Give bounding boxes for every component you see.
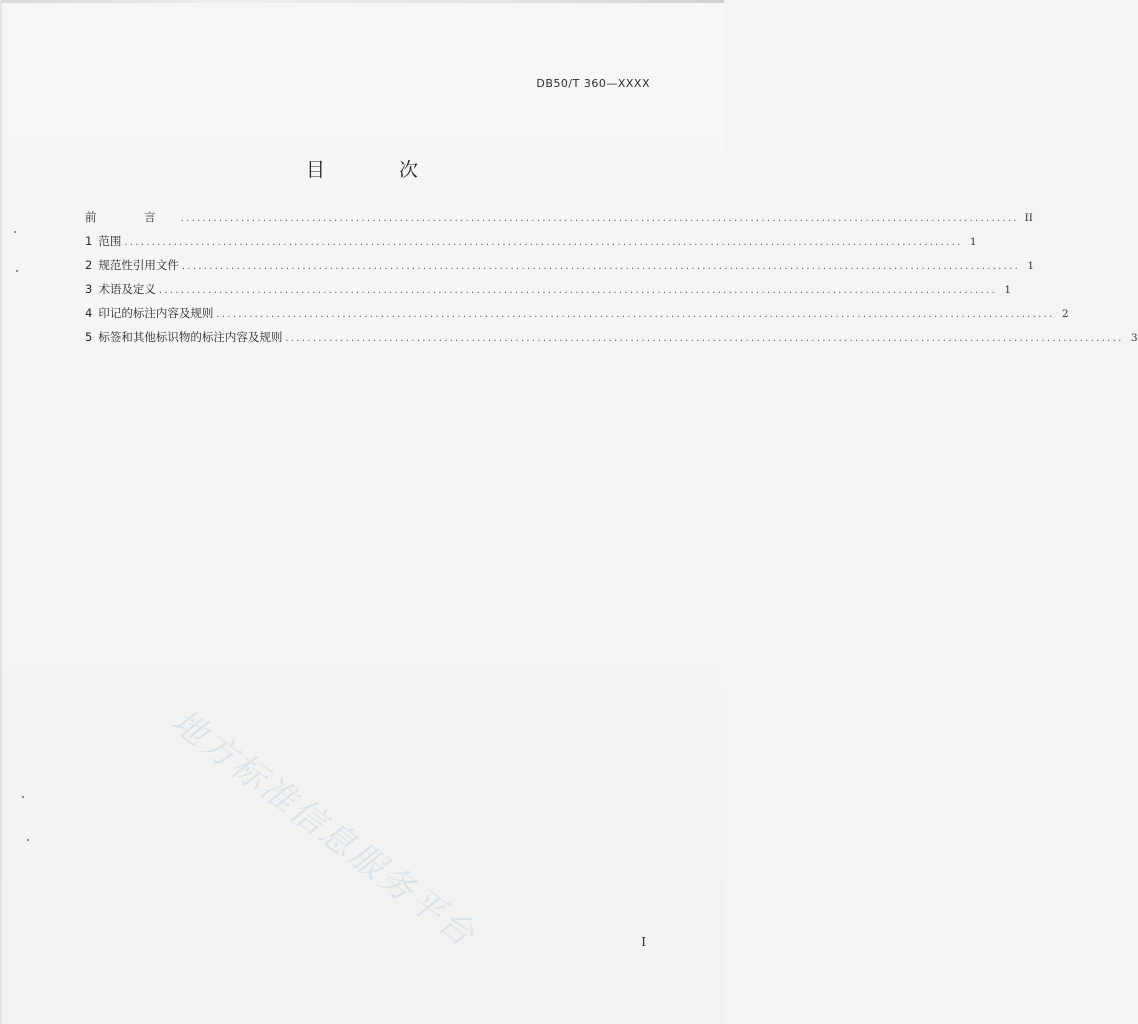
toc-entry-preface[interactable]: [85, 209, 1033, 233]
toc-entry-text: 规范性引用文件: [98, 258, 179, 272]
toc-entry-label-rules[interactable]: [85, 329, 1138, 353]
toc-entry-scope[interactable]: [85, 233, 977, 257]
toc-entry-terms-definitions[interactable]: [85, 281, 1012, 305]
toc-entry-number: 1: [85, 234, 93, 248]
toc-dot-leader: .........................................................................................................................................................: [285, 333, 1124, 344]
toc-entry-number: 4: [85, 306, 93, 320]
watermark: 地方标准信息服务平台: [163, 701, 484, 956]
scan-speck: [22, 796, 24, 798]
toc-entry-label: 前 言: [85, 210, 178, 224]
toc-dot-leader: .........................................................................................................................................................: [158, 285, 998, 296]
toc-entry-label: [85, 233, 124, 249]
page-number: I: [641, 935, 646, 949]
toc-entry-number: 3: [85, 282, 93, 296]
toc-entry-page: 1: [1027, 260, 1035, 272]
toc-entry-label: [85, 305, 216, 321]
toc-entry-text: 印记的标注内容及规则: [98, 306, 214, 320]
scan-speck: [27, 839, 29, 841]
scan-speck: [16, 270, 18, 272]
toc-entry-label: [85, 281, 159, 297]
toc-entry-marking-rules[interactable]: [85, 305, 1069, 329]
scan-speck: [14, 231, 16, 233]
toc-dot-leader: .........................................................................................................................................................: [181, 261, 1021, 272]
toc-dot-leader: .........................................................................................................................................................: [216, 309, 1055, 320]
toc-title: 目 次: [305, 159, 453, 181]
toc-dot-leader: .........................................................................................................................................................: [124, 237, 963, 248]
document-code: DB50/T 360—XXXX: [536, 77, 650, 90]
toc-entry-number: 2: [85, 258, 93, 272]
toc-entry-label: [85, 257, 182, 273]
toc-entry-page: 3: [1130, 332, 1138, 344]
toc-entry-normative-references[interactable]: [85, 257, 1035, 281]
toc-entry-page: 2: [1061, 308, 1069, 320]
toc-entry-page: 1: [969, 236, 977, 248]
toc-entry-text: 术语及定义: [98, 282, 156, 296]
scan-edge-top: [0, 0, 724, 3]
toc-entry-page: II: [1024, 212, 1033, 224]
toc-entry-number: 5: [85, 330, 93, 344]
toc-entry-label: [85, 329, 285, 345]
toc-entry-page: 1: [1004, 284, 1012, 296]
toc-entry-text: 标签和其他标识物的标注内容及规则: [98, 330, 283, 344]
toc-entry-text: 范围: [98, 234, 122, 248]
scan-edge-left: [0, 0, 2, 1024]
toc-dot-leader: .........................................................................................................................................................: [180, 213, 1019, 224]
table-of-contents: [85, 209, 1138, 353]
